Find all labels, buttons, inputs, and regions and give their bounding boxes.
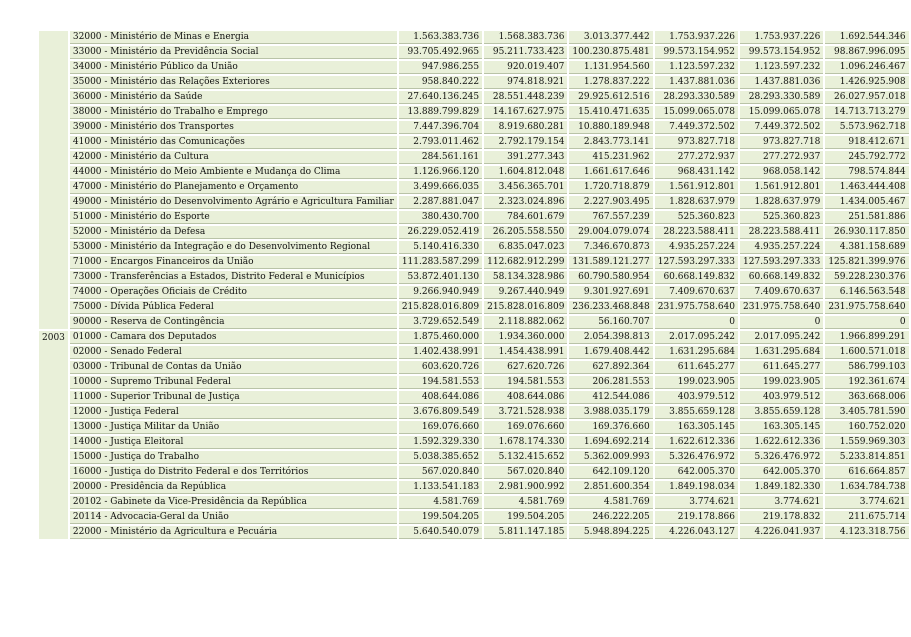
value-cell: 408.644.086 (484, 391, 567, 404)
value-cell: 4.123.318.756 (825, 526, 908, 539)
value-cell: 28.223.588.411 (740, 226, 823, 239)
value-cell: 408.644.086 (399, 391, 482, 404)
table-row (39, 46, 909, 59)
table-row (39, 511, 909, 524)
value-cell: 920.019.407 (484, 61, 567, 74)
table-row (39, 181, 909, 194)
value-cell: 56.160.707 (569, 316, 652, 329)
value-cell: 1.692.544.346 (825, 31, 908, 44)
table-row (39, 151, 909, 164)
value-cell: 1.720.718.879 (569, 181, 652, 194)
value-cell: 1.622.612.336 (655, 436, 738, 449)
value-cell: 586.799.103 (825, 361, 908, 374)
value-cell: 1.568.383.736 (484, 31, 567, 44)
value-cell: 1.402.438.991 (399, 346, 482, 359)
organ-name-cell: 16000 - Justiça do Distrito Federal e dos Territórios (70, 466, 397, 479)
value-cell: 284.561.161 (399, 151, 482, 164)
value-cell: 125.821.399.976 (825, 256, 908, 269)
value-cell: 2.017.095.242 (655, 331, 738, 344)
organ-name-cell: 44000 - Ministério do Meio Ambiente e Mudança do Clima (70, 166, 397, 179)
value-cell: 112.682.912.299 (484, 256, 567, 269)
table-row (39, 391, 909, 404)
table-row (39, 211, 909, 224)
organ-name-cell: 13000 - Justiça Militar da União (70, 421, 397, 434)
budget-table-body (39, 31, 909, 539)
organ-name-cell: 90000 - Reserva de Contingência (70, 316, 397, 329)
value-cell: 3.729.652.549 (399, 316, 482, 329)
value-cell: 27.640.136.245 (399, 91, 482, 104)
value-cell: 4.581.769 (399, 496, 482, 509)
value-cell: 1.966.899.291 (825, 331, 908, 344)
value-cell: 1.849.198.034 (655, 481, 738, 494)
value-cell: 3.456.365.701 (484, 181, 567, 194)
table-row (39, 106, 909, 119)
value-cell: 1.679.408.442 (569, 346, 652, 359)
value-cell: 611.645.277 (655, 361, 738, 374)
value-cell: 93.705.492.965 (399, 46, 482, 59)
value-cell: 7.447.396.704 (399, 121, 482, 134)
organ-name-cell: 33000 - Ministério da Previdência Social (70, 46, 397, 59)
value-cell: 403.979.512 (740, 391, 823, 404)
value-cell: 7.409.670.637 (740, 286, 823, 299)
value-cell: 4.581.769 (569, 496, 652, 509)
value-cell: 2.323.024.896 (484, 196, 567, 209)
value-cell: 60.668.149.832 (655, 271, 738, 284)
table-row (39, 421, 909, 434)
value-cell: 603.620.726 (399, 361, 482, 374)
value-cell: 1.828.637.979 (655, 196, 738, 209)
value-cell: 9.267.440.949 (484, 286, 567, 299)
value-cell: 1.561.912.801 (740, 181, 823, 194)
value-cell: 10.880.189.948 (569, 121, 652, 134)
table-row (39, 526, 909, 539)
organ-name-cell: 34000 - Ministério Público da União (70, 61, 397, 74)
organ-name-cell: 14000 - Justiça Eleitoral (70, 436, 397, 449)
value-cell: 642.005.370 (655, 466, 738, 479)
value-cell: 974.818.921 (484, 76, 567, 89)
value-cell: 784.601.679 (484, 211, 567, 224)
value-cell: 1.592.329.330 (399, 436, 482, 449)
table-row (39, 241, 909, 254)
value-cell: 13.889.799.829 (399, 106, 482, 119)
value-cell: 60.790.580.954 (569, 271, 652, 284)
value-cell: 98.867.996.095 (825, 46, 908, 59)
value-cell: 567.020.840 (484, 466, 567, 479)
table-row (39, 61, 909, 74)
value-cell: 973.827.718 (740, 136, 823, 149)
organ-name-cell: 32000 - Ministério de Minas e Energia (70, 31, 397, 44)
value-cell: 1.934.360.000 (484, 331, 567, 344)
value-cell: 3.721.528.938 (484, 406, 567, 419)
table-row (39, 316, 909, 329)
organ-name-cell: 15000 - Justiça do Trabalho (70, 451, 397, 464)
value-cell: 2.843.773.141 (569, 136, 652, 149)
value-cell: 2.227.903.495 (569, 196, 652, 209)
value-cell: 26.229.052.419 (399, 226, 482, 239)
value-cell: 627.620.726 (484, 361, 567, 374)
value-cell: 1.454.438.991 (484, 346, 567, 359)
value-cell: 3.855.659.128 (740, 406, 823, 419)
value-cell: 14.713.713.279 (825, 106, 908, 119)
value-cell: 4.935.257.224 (655, 241, 738, 254)
organ-name-cell: 38000 - Ministério do Trabalho e Emprego (70, 106, 397, 119)
value-cell: 251.581.886 (825, 211, 908, 224)
value-cell: 3.774.621 (825, 496, 908, 509)
table-row (39, 31, 909, 44)
organ-name-cell: 01000 - Camara dos Deputados (70, 331, 397, 344)
value-cell: 1.631.295.684 (740, 346, 823, 359)
value-cell: 127.593.297.333 (655, 256, 738, 269)
organ-name-cell: 20114 - Advocacia-Geral da União (70, 511, 397, 524)
value-cell: 9.301.927.691 (569, 286, 652, 299)
value-cell: 4.581.769 (484, 496, 567, 509)
organ-name-cell: 20000 - Presidência da República (70, 481, 397, 494)
organ-name-cell: 36000 - Ministério da Saúde (70, 91, 397, 104)
organ-name-cell: 52000 - Ministério da Defesa (70, 226, 397, 239)
value-cell: 798.574.844 (825, 166, 908, 179)
table-row (39, 256, 909, 269)
value-cell: 1.437.881.036 (740, 76, 823, 89)
value-cell: 1.131.954.560 (569, 61, 652, 74)
value-cell: 1.753.937.226 (740, 31, 823, 44)
value-cell: 5.573.962.718 (825, 121, 908, 134)
value-cell: 1.622.612.336 (740, 436, 823, 449)
table-row (39, 466, 909, 479)
value-cell: 199.504.205 (484, 511, 567, 524)
budget-table (37, 29, 911, 541)
value-cell: 7.449.372.502 (740, 121, 823, 134)
year-cell: 2003 (39, 331, 68, 539)
value-cell: 206.281.553 (569, 376, 652, 389)
value-cell: 525.360.823 (740, 211, 823, 224)
value-cell: 415.231.962 (569, 151, 652, 164)
table-row (39, 226, 909, 239)
table-row (39, 331, 909, 344)
value-cell: 199.023.905 (740, 376, 823, 389)
value-cell: 1.096.246.467 (825, 61, 908, 74)
value-cell: 5.362.009.993 (569, 451, 652, 464)
value-cell: 7.346.670.873 (569, 241, 652, 254)
value-cell: 380.430.700 (399, 211, 482, 224)
value-cell: 246.222.205 (569, 511, 652, 524)
value-cell: 53.872.401.130 (399, 271, 482, 284)
value-cell: 567.020.840 (399, 466, 482, 479)
value-cell: 211.675.714 (825, 511, 908, 524)
value-cell: 1.753.937.226 (655, 31, 738, 44)
value-cell: 968.431.142 (655, 166, 738, 179)
table-row (39, 451, 909, 464)
organ-name-cell: 39000 - Ministério dos Transportes (70, 121, 397, 134)
organ-name-cell: 20102 - Gabinete da Vice-Presidência da República (70, 496, 397, 509)
value-cell: 1.434.005.467 (825, 196, 908, 209)
value-cell: 95.211.733.423 (484, 46, 567, 59)
table-row (39, 271, 909, 284)
value-cell: 169.076.660 (399, 421, 482, 434)
organ-name-cell: 73000 - Transferências a Estados, Distrito Federal e Municípios (70, 271, 397, 284)
value-cell: 245.792.772 (825, 151, 908, 164)
value-cell: 7.449.372.502 (655, 121, 738, 134)
value-cell: 2.017.095.242 (740, 331, 823, 344)
value-cell: 947.986.255 (399, 61, 482, 74)
value-cell: 236.233.468.848 (569, 301, 652, 314)
table-row (39, 376, 909, 389)
organ-name-cell: 42000 - Ministério da Cultura (70, 151, 397, 164)
value-cell: 1.678.174.330 (484, 436, 567, 449)
value-cell: 26.205.558.550 (484, 226, 567, 239)
value-cell: 1.463.444.408 (825, 181, 908, 194)
value-cell: 5.326.476.972 (655, 451, 738, 464)
value-cell: 15.099.065.078 (655, 106, 738, 119)
value-cell: 28.551.448.239 (484, 91, 567, 104)
value-cell: 2.851.600.354 (569, 481, 652, 494)
value-cell: 5.326.476.972 (740, 451, 823, 464)
value-cell: 2.287.881.047 (399, 196, 482, 209)
value-cell: 1.126.966.120 (399, 166, 482, 179)
value-cell: 0 (655, 316, 738, 329)
value-cell: 2.118.882.062 (484, 316, 567, 329)
value-cell: 58.134.328.986 (484, 271, 567, 284)
value-cell: 5.132.415.652 (484, 451, 567, 464)
value-cell: 525.360.823 (655, 211, 738, 224)
value-cell: 0 (740, 316, 823, 329)
value-cell: 111.283.587.299 (399, 256, 482, 269)
value-cell: 1.604.812.048 (484, 166, 567, 179)
value-cell: 15.410.471.635 (569, 106, 652, 119)
organ-name-cell: 35000 - Ministério das Relações Exteriores (70, 76, 397, 89)
value-cell: 3.774.621 (740, 496, 823, 509)
organ-name-cell: 22000 - Ministério da Agricultura e Pecuária (70, 526, 397, 539)
value-cell: 1.559.969.303 (825, 436, 908, 449)
value-cell: 163.305.145 (655, 421, 738, 434)
value-cell: 1.661.617.646 (569, 166, 652, 179)
value-cell: 15.099.065.078 (740, 106, 823, 119)
value-cell: 194.581.553 (399, 376, 482, 389)
value-cell: 26.930.117.850 (825, 226, 908, 239)
organ-name-cell: 02000 - Senado Federal (70, 346, 397, 359)
value-cell: 968.058.142 (740, 166, 823, 179)
table-row (39, 346, 909, 359)
value-cell: 6.835.047.023 (484, 241, 567, 254)
value-cell: 5.233.814.851 (825, 451, 908, 464)
value-cell: 5.811.147.185 (484, 526, 567, 539)
value-cell: 1.694.692.214 (569, 436, 652, 449)
value-cell: 5.038.385.652 (399, 451, 482, 464)
value-cell: 3.855.659.128 (655, 406, 738, 419)
value-cell: 5.640.540.079 (399, 526, 482, 539)
value-cell: 28.293.330.589 (740, 91, 823, 104)
organ-name-cell: 10000 - Supremo Tribunal Federal (70, 376, 397, 389)
value-cell: 1.133.541.183 (399, 481, 482, 494)
value-cell: 14.167.627.975 (484, 106, 567, 119)
value-cell: 100.230.875.481 (569, 46, 652, 59)
value-cell: 5.948.894.225 (569, 526, 652, 539)
value-cell: 412.544.086 (569, 391, 652, 404)
value-cell: 29.004.079.074 (569, 226, 652, 239)
value-cell: 4.226.043.127 (655, 526, 738, 539)
value-cell: 2.981.900.992 (484, 481, 567, 494)
value-cell: 1.426.925.908 (825, 76, 908, 89)
value-cell: 1.278.837.222 (569, 76, 652, 89)
organ-name-cell: 47000 - Ministério do Planejamento e Orçamento (70, 181, 397, 194)
value-cell: 3.774.621 (655, 496, 738, 509)
value-cell: 958.840.222 (399, 76, 482, 89)
value-cell: 4.381.158.689 (825, 241, 908, 254)
value-cell: 918.412.671 (825, 136, 908, 149)
value-cell: 169.376.660 (569, 421, 652, 434)
value-cell: 1.634.784.738 (825, 481, 908, 494)
value-cell: 6.146.563.548 (825, 286, 908, 299)
table-row (39, 76, 909, 89)
value-cell: 219.178.866 (655, 511, 738, 524)
value-cell: 7.409.670.637 (655, 286, 738, 299)
value-cell: 2.792.179.154 (484, 136, 567, 149)
organ-name-cell: 03000 - Tribunal de Contas da União (70, 361, 397, 374)
value-cell: 231.975.758.640 (825, 301, 908, 314)
table-row (39, 196, 909, 209)
value-cell: 99.573.154.952 (740, 46, 823, 59)
value-cell: 231.975.758.640 (740, 301, 823, 314)
organ-name-cell: 75000 - Dívida Pública Federal (70, 301, 397, 314)
value-cell: 127.593.297.333 (740, 256, 823, 269)
value-cell: 1.123.597.232 (655, 61, 738, 74)
value-cell: 1.631.295.684 (655, 346, 738, 359)
value-cell: 642.109.120 (569, 466, 652, 479)
table-row (39, 436, 909, 449)
table-row (39, 286, 909, 299)
value-cell: 277.272.937 (655, 151, 738, 164)
value-cell: 3.499.666.035 (399, 181, 482, 194)
value-cell: 26.027.957.018 (825, 91, 908, 104)
value-cell: 2.054.398.813 (569, 331, 652, 344)
value-cell: 277.272.937 (740, 151, 823, 164)
value-cell: 1.561.912.801 (655, 181, 738, 194)
value-cell: 29.925.612.516 (569, 91, 652, 104)
table-row (39, 136, 909, 149)
value-cell: 131.589.121.277 (569, 256, 652, 269)
value-cell: 627.892.364 (569, 361, 652, 374)
value-cell: 1.600.571.018 (825, 346, 908, 359)
table-row (39, 481, 909, 494)
value-cell: 215.828.016.809 (484, 301, 567, 314)
value-cell: 4.935.257.224 (740, 241, 823, 254)
value-cell: 611.645.277 (740, 361, 823, 374)
table-row (39, 361, 909, 374)
value-cell: 3.676.809.549 (399, 406, 482, 419)
value-cell: 3.988.035.179 (569, 406, 652, 419)
value-cell: 215.828.016.809 (399, 301, 482, 314)
organ-name-cell: 51000 - Ministério do Esporte (70, 211, 397, 224)
organ-name-cell: 53000 - Ministério da Integração e do Desenvolvimento Regional (70, 241, 397, 254)
value-cell: 163.305.145 (740, 421, 823, 434)
table-row (39, 406, 909, 419)
table-row (39, 166, 909, 179)
value-cell: 5.140.416.330 (399, 241, 482, 254)
value-cell: 642.005.370 (740, 466, 823, 479)
value-cell: 1.563.383.736 (399, 31, 482, 44)
organ-name-cell: 74000 - Operações Oficiais de Crédito (70, 286, 397, 299)
value-cell: 1.437.881.036 (655, 76, 738, 89)
value-cell: 973.827.718 (655, 136, 738, 149)
table-row (39, 121, 909, 134)
value-cell: 219.178.832 (740, 511, 823, 524)
value-cell: 1.849.182.330 (740, 481, 823, 494)
table-row (39, 496, 909, 509)
year-cell (39, 31, 68, 329)
organ-name-cell: 12000 - Justiça Federal (70, 406, 397, 419)
value-cell: 9.266.940.949 (399, 286, 482, 299)
value-cell: 60.668.149.832 (740, 271, 823, 284)
organ-name-cell: 71000 - Encargos Financeiros da União (70, 256, 397, 269)
value-cell: 4.226.041.937 (740, 526, 823, 539)
value-cell: 8.919.680.281 (484, 121, 567, 134)
value-cell: 1.828.637.979 (740, 196, 823, 209)
value-cell: 3.013.377.442 (569, 31, 652, 44)
table-row (39, 91, 909, 104)
value-cell: 192.361.674 (825, 376, 908, 389)
table-row (39, 301, 909, 314)
value-cell: 363.668.006 (825, 391, 908, 404)
value-cell: 231.975.758.640 (655, 301, 738, 314)
value-cell: 1.875.460.000 (399, 331, 482, 344)
value-cell: 199.504.205 (399, 511, 482, 524)
value-cell: 0 (825, 316, 908, 329)
organ-name-cell: 49000 - Ministério do Desenvolvimento Agrário e Agricultura Familiar (70, 196, 397, 209)
value-cell: 28.223.588.411 (655, 226, 738, 239)
value-cell: 1.123.597.232 (740, 61, 823, 74)
value-cell: 199.023.905 (655, 376, 738, 389)
value-cell: 59.228.230.376 (825, 271, 908, 284)
value-cell: 194.581.553 (484, 376, 567, 389)
value-cell: 169.076.660 (484, 421, 567, 434)
organ-name-cell: 11000 - Superior Tribunal de Justiça (70, 391, 397, 404)
value-cell: 616.664.857 (825, 466, 908, 479)
value-cell: 3.405.781.590 (825, 406, 908, 419)
value-cell: 2.793.011.462 (399, 136, 482, 149)
organ-name-cell: 41000 - Ministério das Comunicações (70, 136, 397, 149)
value-cell: 767.557.239 (569, 211, 652, 224)
value-cell: 391.277.343 (484, 151, 567, 164)
value-cell: 403.979.512 (655, 391, 738, 404)
value-cell: 99.573.154.952 (655, 46, 738, 59)
value-cell: 28.293.330.589 (655, 91, 738, 104)
value-cell: 160.752.020 (825, 421, 908, 434)
